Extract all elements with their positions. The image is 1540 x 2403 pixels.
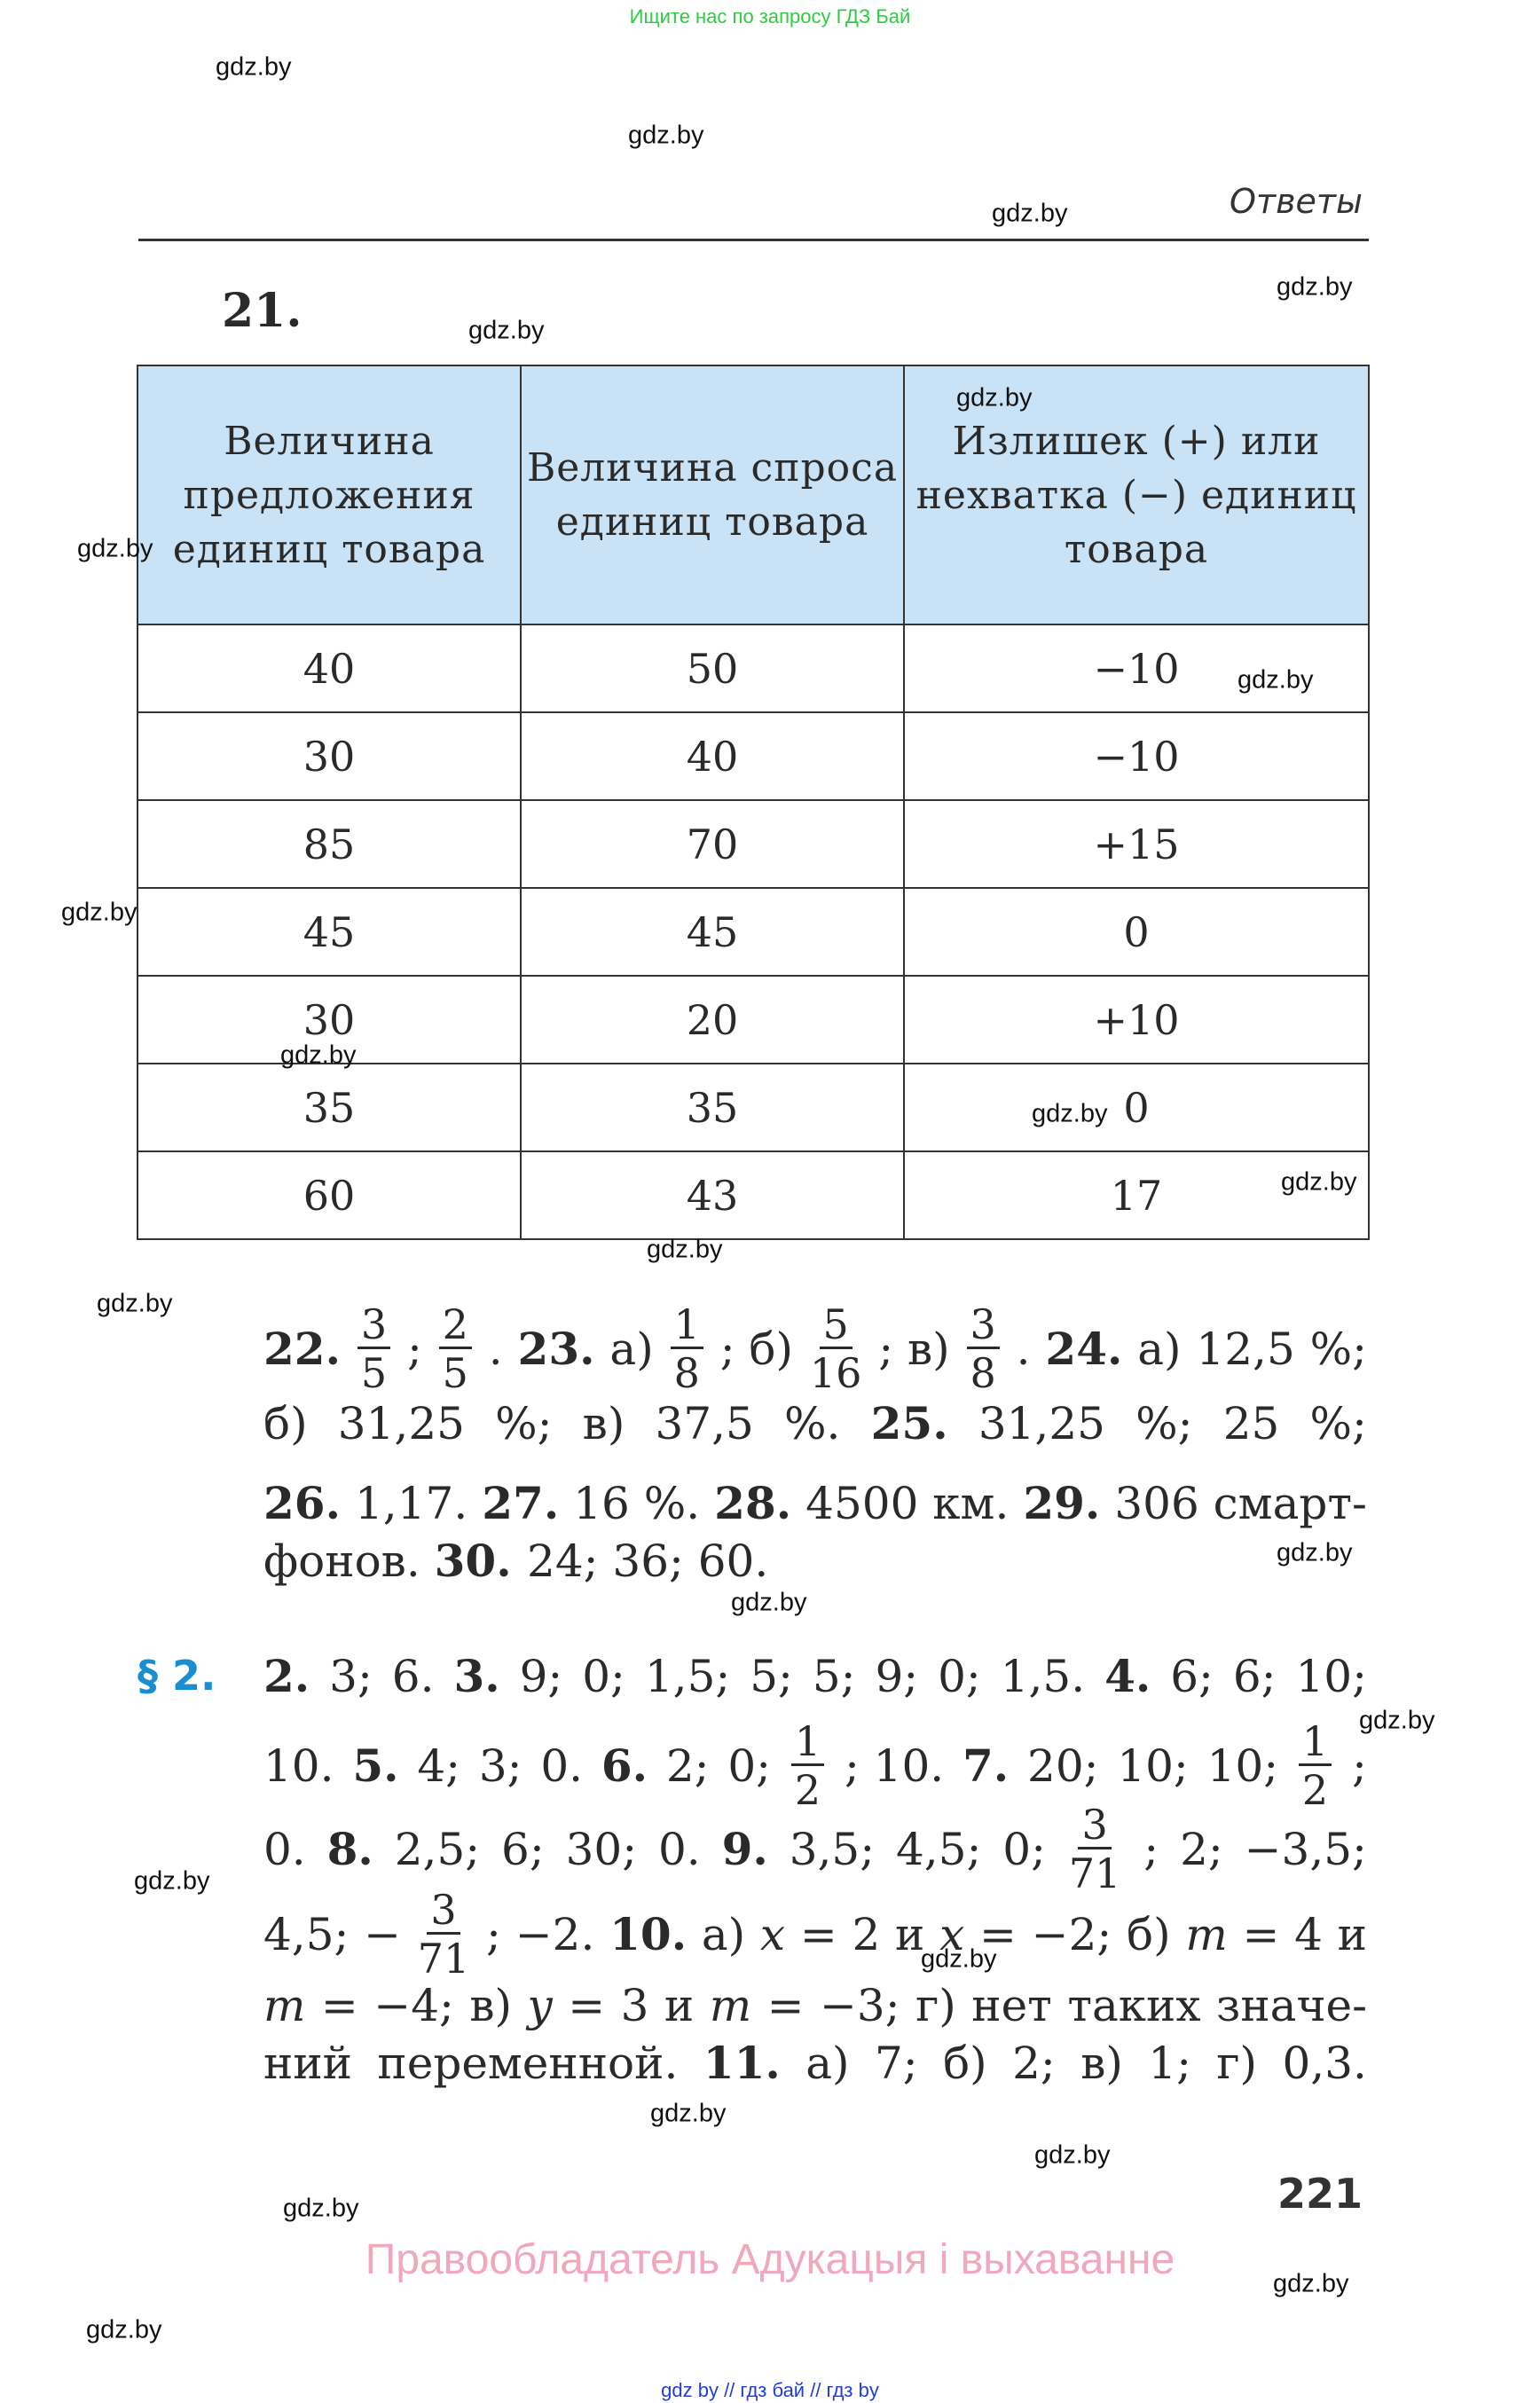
- variable: x: [939, 1908, 965, 1960]
- watermark: gdz.by: [61, 898, 138, 927]
- page-header-title: Ответы: [1230, 182, 1363, 221]
- watermark: gdz.by: [86, 2315, 162, 2344]
- answer-text: и: [895, 1908, 925, 1960]
- answer-text: %;: [1309, 1397, 1367, 1449]
- answer-text: 6;: [501, 1823, 545, 1875]
- watermark: gdz.by: [134, 1866, 210, 1896]
- answer-text: 3;: [329, 1650, 373, 1702]
- watermark: gdz.by: [97, 1289, 173, 1318]
- answer-line: [263, 2037, 1367, 2089]
- answer-text: 1;: [1148, 2037, 1191, 2089]
- table-cell: 20: [521, 976, 904, 1064]
- answer-text: 12,5: [1196, 1323, 1295, 1375]
- fraction-numerator: 3: [358, 1304, 390, 1349]
- answer-line: [263, 1717, 1367, 1814]
- fraction: [417, 1886, 470, 1983]
- answer-text: 6;: [1232, 1650, 1277, 1702]
- answer-text: 20;: [1027, 1739, 1099, 1792]
- answer-text: 1,17.: [355, 1477, 468, 1529]
- fraction: [809, 1300, 862, 1397]
- exercise-number: 4.: [1104, 1650, 1151, 1702]
- answer-text: 0;: [582, 1650, 625, 1702]
- top-search-note[interactable]: Ищите нас по запросу ГДЗ Бай: [629, 5, 911, 27]
- table-row: [138, 712, 1369, 800]
- table-cell: 0: [904, 888, 1369, 976]
- exercise-number: 5.: [352, 1739, 399, 1792]
- page-number: 221: [1277, 2170, 1363, 2218]
- answer-text: 31,25: [337, 1397, 465, 1449]
- answer-text: значе-: [1216, 1980, 1367, 2031]
- answer-line: [263, 1886, 1367, 1983]
- fraction-denominator: 2: [1301, 1766, 1329, 1814]
- answer-text: ;: [1351, 1739, 1367, 1792]
- exercise-number: 30.: [434, 1535, 528, 1587]
- exercise-number: 10.: [609, 1908, 688, 1960]
- table-cell: 30: [138, 712, 521, 800]
- answer-text: 2;: [1180, 1823, 1223, 1875]
- answer-text: в): [582, 1397, 625, 1449]
- table-cell: +10: [904, 976, 1369, 1064]
- table-row: [138, 1151, 1369, 1239]
- exercise-number: 26.: [263, 1477, 341, 1529]
- variable: m: [1185, 1908, 1228, 1960]
- answer-text: ; в): [878, 1323, 950, 1375]
- answer-text: и: [1337, 1908, 1367, 1960]
- answer-text: и: [664, 1980, 695, 2031]
- column-header-surplus: Излишек (+) или нехватка (−) единиц товара: [904, 365, 1369, 624]
- watermark: gdz.by: [1034, 2140, 1111, 2170]
- fraction-numerator: 2: [439, 1304, 472, 1349]
- table-cell: 50: [521, 624, 904, 712]
- table-cell: 40: [521, 712, 904, 800]
- answer-text: 3: [620, 1980, 649, 2031]
- answer-line: [263, 1650, 1367, 1702]
- answer-text: %;: [495, 1397, 553, 1449]
- answer-text: ; 10.: [844, 1739, 945, 1792]
- section-label: § 2.: [138, 1652, 216, 1700]
- table-row: [138, 888, 1369, 976]
- answer-text: 16 %.: [573, 1477, 701, 1529]
- answer-text: 0;: [1002, 1823, 1046, 1875]
- fraction-denominator: 2: [794, 1766, 821, 1814]
- table-cell: 45: [138, 888, 521, 976]
- task-number-21: 21.: [222, 284, 302, 338]
- fraction-numerator: 3: [427, 1889, 460, 1935]
- answer-text: а): [1137, 1323, 1182, 1375]
- answer-text: 25: [1222, 1397, 1280, 1449]
- watermark: gdz.by: [1359, 1706, 1435, 1735]
- answer-text: %.: [784, 1397, 841, 1449]
- answer-text: фонов.: [263, 1535, 435, 1587]
- exercise-number: 23.: [517, 1323, 595, 1375]
- watermark: gdz.by: [280, 1041, 357, 1070]
- watermark: gdz.by: [468, 316, 545, 345]
- answer-text: а): [609, 1323, 654, 1375]
- answer-text: г): [915, 1980, 956, 2031]
- watermark: gdz.by: [283, 2194, 359, 2223]
- table-cell: 30: [138, 976, 521, 1064]
- answer-text: 2: [852, 1908, 881, 1960]
- answer-text: 3;: [478, 1739, 522, 1792]
- table-cell: 40: [138, 624, 521, 712]
- answer-text: −3,5;: [1244, 1823, 1367, 1875]
- answer-text: ; −2.: [486, 1908, 595, 1960]
- answer-text: 37,5: [655, 1397, 754, 1449]
- answer-text: а): [805, 2037, 850, 2089]
- watermark: gdz.by: [921, 1944, 997, 1974]
- table-cell: −10: [904, 624, 1369, 712]
- fraction-denominator: 71: [1068, 1849, 1121, 1897]
- answer-line: [263, 1397, 1367, 1449]
- fraction: [791, 1717, 824, 1814]
- watermark: gdz.by: [731, 1588, 807, 1617]
- table-header-row: [138, 365, 1369, 624]
- answer-text: 0.: [540, 1739, 584, 1792]
- variable: x: [759, 1908, 786, 1960]
- fraction: [671, 1300, 703, 1397]
- table-cell: 70: [521, 800, 904, 888]
- answer-line: [263, 1535, 1367, 1587]
- exercise-number: 3.: [453, 1650, 500, 1702]
- fraction-denominator: 5: [360, 1349, 388, 1397]
- answer-text: −3;: [820, 1980, 900, 2031]
- watermark: gdz.by: [1238, 665, 1314, 695]
- exercise-number: 11.: [703, 2037, 781, 2089]
- answer-line: [263, 1477, 1367, 1529]
- footer-links[interactable]: gdz by // гдз бай // гдз by: [661, 2379, 879, 2401]
- fraction-numerator: 3: [1078, 1804, 1111, 1849]
- table-cell: 35: [138, 1064, 521, 1151]
- answer-text: 4,5;: [895, 1823, 982, 1875]
- copyright-notice: Правообладатель Адукацыя і выхаванне: [365, 2236, 1175, 2283]
- answer-text: 6;: [1170, 1650, 1214, 1702]
- answer-text: 2,5;: [394, 1823, 481, 1875]
- answer-text: 0;: [938, 1650, 981, 1702]
- exercise-number: 29.: [1023, 1477, 1101, 1529]
- answer-line: [263, 1980, 1367, 2031]
- answer-text: 2;: [1012, 2037, 1056, 2089]
- watermark: gdz.by: [647, 1235, 723, 1264]
- answer-text: −: [364, 1908, 402, 1960]
- variable: m: [709, 1980, 752, 2031]
- answer-text: 4;: [417, 1739, 461, 1792]
- answer-text: =: [1242, 1908, 1280, 1960]
- answer-text: ; б): [719, 1323, 794, 1375]
- answer-text: 0,3.: [1282, 2037, 1367, 2089]
- exercise-number: 25.: [870, 1397, 948, 1449]
- answer-text: 6.: [391, 1650, 435, 1702]
- fraction: [1299, 1717, 1332, 1814]
- table-cell: 45: [521, 888, 904, 976]
- answer-text: =: [979, 1908, 1017, 1960]
- answer-text: 24; 36; 60.: [527, 1535, 769, 1587]
- answer-text: переменной.: [377, 2037, 679, 2089]
- watermark: gdz.by: [216, 52, 292, 82]
- fraction: [1068, 1801, 1121, 1897]
- fraction-denominator: 71: [417, 1935, 470, 1983]
- answer-text: −2;: [1031, 1908, 1112, 1960]
- supply-demand-table: [137, 365, 1370, 1240]
- table-cell: 60: [138, 1151, 521, 1239]
- exercise-number: 28.: [714, 1477, 792, 1529]
- answer-text: ;: [1143, 1823, 1159, 1875]
- answer-text: 1,5;: [644, 1650, 731, 1702]
- answer-text: в): [1080, 2037, 1123, 2089]
- exercise-number: 8.: [326, 1823, 373, 1875]
- answer-text: 5;: [750, 1650, 793, 1702]
- answer-text: б): [1126, 1908, 1171, 1960]
- header-divider: [138, 239, 1369, 241]
- answer-text: 1,5.: [1000, 1650, 1086, 1702]
- answer-line: [263, 1801, 1367, 1897]
- answer-text: =: [766, 1980, 805, 2031]
- answer-text: ;: [406, 1323, 422, 1375]
- watermark: gdz.by: [1277, 1538, 1353, 1567]
- fraction-numerator: 5: [820, 1304, 852, 1349]
- fraction: [967, 1300, 1000, 1397]
- answer-text: в): [469, 1980, 512, 2031]
- answer-text: 0.: [657, 1823, 701, 1875]
- watermark: gdz.by: [1281, 1167, 1357, 1197]
- table-cell: 43: [521, 1151, 904, 1239]
- answer-text: 2;: [665, 1739, 710, 1792]
- answer-text: 7;: [874, 2037, 918, 2089]
- table-cell: −10: [904, 712, 1369, 800]
- table-cell: 0: [904, 1064, 1369, 1151]
- column-header-supply: Величина предложения единиц товара: [138, 365, 521, 624]
- watermark: gdz.by: [992, 199, 1068, 228]
- answer-text: б): [263, 1397, 308, 1449]
- answer-text: 30;: [565, 1823, 638, 1875]
- answer-text: а): [701, 1908, 746, 1960]
- fraction-denominator: 8: [970, 1349, 996, 1397]
- table-cell: 85: [138, 800, 521, 888]
- answer-text: 4: [1294, 1908, 1323, 1960]
- table-row: [138, 800, 1369, 888]
- answer-text: %;: [1309, 1323, 1367, 1375]
- answer-text: 3,5;: [789, 1823, 876, 1875]
- fraction-denominator: 8: [673, 1349, 700, 1397]
- fraction: [439, 1300, 472, 1397]
- fraction-numerator: 1: [1299, 1721, 1332, 1766]
- answer-text: =: [799, 1908, 837, 1960]
- watermark: gdz.by: [77, 534, 153, 563]
- answer-text: г): [1216, 2037, 1258, 2089]
- watermark: gdz.by: [1277, 272, 1353, 302]
- answer-text: 4500 км.: [805, 1477, 1010, 1529]
- answer-text: 9;: [519, 1650, 563, 1702]
- variable: m: [263, 1980, 306, 2031]
- fraction-numerator: 1: [671, 1304, 703, 1349]
- watermark: gdz.by: [1032, 1099, 1108, 1128]
- answer-text: 10.: [263, 1739, 334, 1792]
- answer-text: −4;: [373, 1980, 454, 2031]
- fraction-numerator: 3: [967, 1304, 1000, 1349]
- table-row: [138, 624, 1369, 712]
- answer-text: б): [943, 2037, 987, 2089]
- fraction: [358, 1300, 390, 1397]
- answer-text: 306 смарт-: [1114, 1477, 1367, 1529]
- exercise-number: 2.: [263, 1650, 310, 1702]
- answer-text: 31,25: [978, 1397, 1105, 1449]
- fraction-denominator: 16: [809, 1349, 862, 1397]
- variable: y: [527, 1980, 553, 2031]
- exercise-number: 6.: [601, 1739, 648, 1792]
- answer-text: .: [1016, 1323, 1031, 1375]
- exercise-number: 27.: [482, 1477, 560, 1529]
- answer-text: нет: [971, 1980, 1052, 2031]
- table-cell: 17: [904, 1151, 1369, 1239]
- answer-text: 10;: [1295, 1650, 1367, 1702]
- column-header-demand: Величина спроса единиц товара: [521, 365, 904, 624]
- exercise-number: 24.: [1045, 1323, 1123, 1375]
- table-cell: 35: [521, 1064, 904, 1151]
- answer-text: 9;: [875, 1650, 919, 1702]
- exercise-number: 7.: [962, 1739, 1010, 1792]
- exercise-number: 22.: [263, 1323, 341, 1375]
- table-row: [138, 1064, 1369, 1151]
- answer-text: таких: [1067, 1980, 1201, 2031]
- fraction-numerator: 1: [791, 1721, 824, 1766]
- answer-text: =: [320, 1980, 358, 2031]
- answer-text: 5;: [812, 1650, 856, 1702]
- answer-text: =: [568, 1980, 606, 2031]
- answer-text: %;: [1135, 1397, 1193, 1449]
- watermark: gdz.by: [650, 2099, 727, 2128]
- answer-line: [263, 1300, 1367, 1397]
- answer-text: ний: [263, 2037, 352, 2089]
- answer-text: 0;: [727, 1739, 772, 1792]
- watermark: gdz.by: [1273, 2269, 1349, 2298]
- answer-text: 0.: [263, 1823, 306, 1875]
- answer-text: 10;: [1117, 1739, 1189, 1792]
- exercise-number: 9.: [721, 1823, 768, 1875]
- fraction-denominator: 5: [442, 1349, 468, 1397]
- answer-text: .: [488, 1323, 503, 1375]
- answer-text: 10;: [1206, 1739, 1279, 1792]
- watermark: gdz.by: [628, 121, 704, 150]
- answer-text: 4,5;: [263, 1908, 350, 1960]
- table-cell: +15: [904, 800, 1369, 888]
- watermark: gdz.by: [956, 383, 1033, 412]
